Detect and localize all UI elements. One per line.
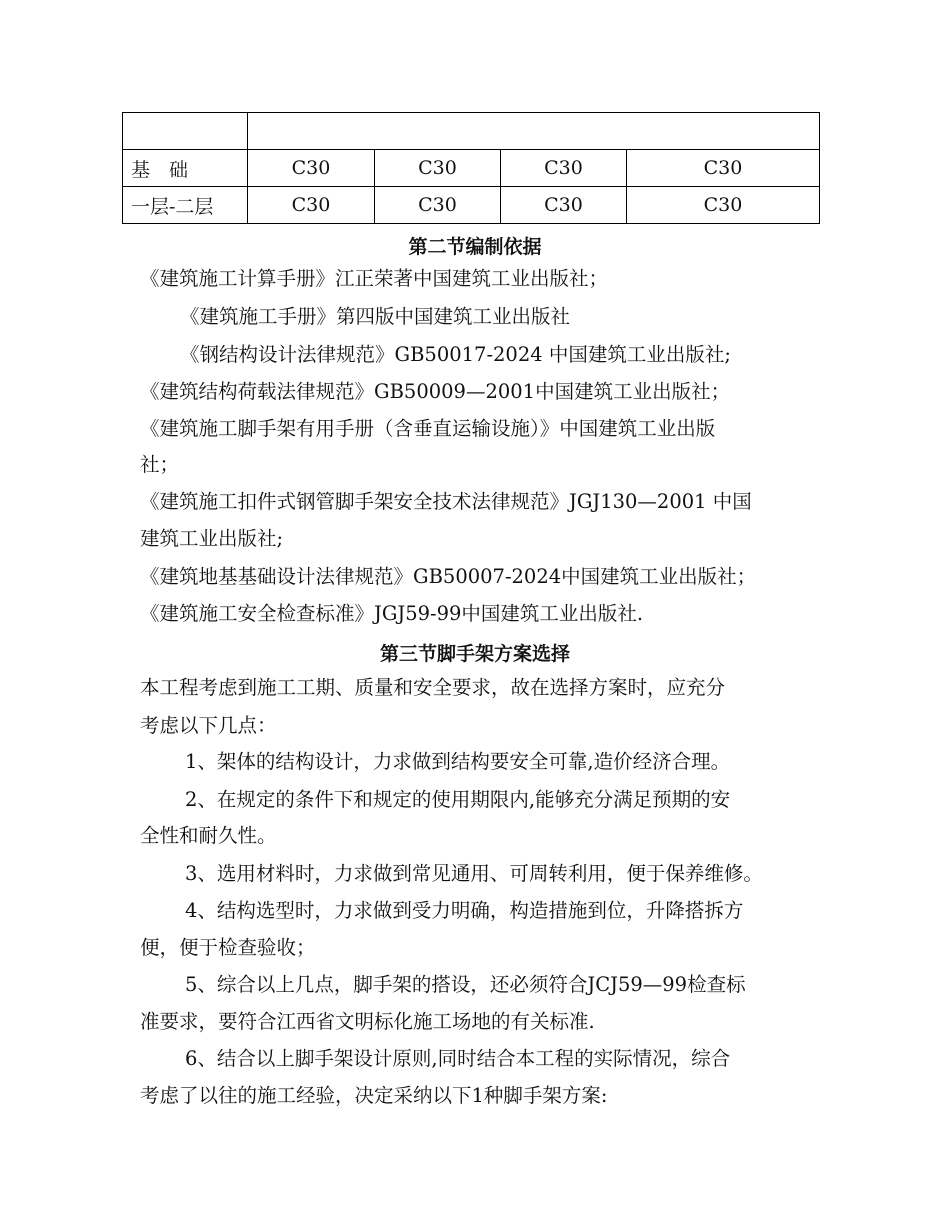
paragraph-line: 准要求，要符合江西省文明标化施工场地的有关标准. (140, 1010, 595, 1033)
reference-line: 建筑工业出版社; (140, 527, 284, 550)
reference-line: 《建筑地基基础设计法律规范》GB50007-2024中国建筑工业出版社； (140, 565, 757, 588)
paragraph-line: 5、综合以上几点，脚手架的搭设，还必须符合JCJ59—99检查标 (185, 973, 746, 996)
table-cell: C30 (375, 150, 501, 187)
paragraph-line: 3、选用材料时，力求做到常见通用、可周转利用，便于保养维修。 (185, 862, 763, 885)
paragraph-line: 便，便于检查验收； (140, 936, 316, 959)
table-cell: C30 (501, 150, 627, 187)
reference-line: 《建筑施工脚手架有用手册（含垂直运输设施）》中国建筑工业出版 (140, 417, 716, 440)
paragraph-line: 本工程考虑到施工工期、质量和安全要求，故在选择方案时，应充分 (140, 676, 726, 699)
row-label: 一层-二层 (123, 187, 248, 224)
paragraph-line: 6、结合以上脚手架设计原则,同时结合本工程的实际情况，综合 (185, 1047, 731, 1070)
reference-line: 社； (140, 453, 180, 476)
paragraph-line: 全性和耐久性。 (140, 824, 277, 847)
reference-line: 《建筑施工扣件式钢管脚手架安全技术法律规范》JGJ130—2001 中国 (140, 490, 752, 513)
table-cell (123, 113, 248, 150)
concrete-grade-table (122, 112, 820, 224)
row-label: 基 础 (123, 150, 248, 187)
paragraph-line: 考虑以下几点： (140, 714, 277, 737)
table-cell (248, 113, 820, 150)
table-cell: C30 (627, 187, 820, 224)
table-cell: C30 (375, 187, 501, 224)
table-cell: C30 (501, 187, 627, 224)
table-cell: C30 (248, 150, 375, 187)
table-cell: C30 (248, 187, 375, 224)
section-3-heading: 第三节脚手架方案选择 (379, 643, 570, 665)
paragraph-line: 考虑了以往的施工经验，决定采纳以下1种脚手架方案: (140, 1084, 608, 1107)
paragraph-line: 1、架体的结构设计，力求做到结构要安全可靠,造价经济合理。 (185, 750, 731, 773)
reference-line: 《建筑施工计算手册》江正荣著中国建筑工业出版社； (140, 267, 609, 290)
table-row (123, 150, 820, 187)
reference-line: 《钢结构设计法律规范》GB50017-2024 中国建筑工业出版社; (180, 343, 731, 366)
table-cell: C30 (627, 150, 820, 187)
reference-line: 《建筑结构荷载法律规范》GB50009—2001中国建筑工业出版社； (140, 380, 731, 403)
section-2-heading: 第二节编制依据 (408, 236, 542, 258)
paragraph-line: 2、在规定的条件下和规定的使用期限内,能够充分满足预期的安 (185, 788, 731, 811)
paragraph-line: 4、结构选型时，力求做到受力明确，构造措施到位，升降搭拆方 (185, 899, 744, 922)
reference-line: 《建筑施工安全检查标准》JGJ59-99中国建筑工业出版社. (140, 602, 644, 625)
reference-line: 《建筑施工手册》第四版中国建筑工业出版社 (180, 305, 571, 328)
table-row (123, 187, 820, 224)
table-row (123, 113, 820, 150)
